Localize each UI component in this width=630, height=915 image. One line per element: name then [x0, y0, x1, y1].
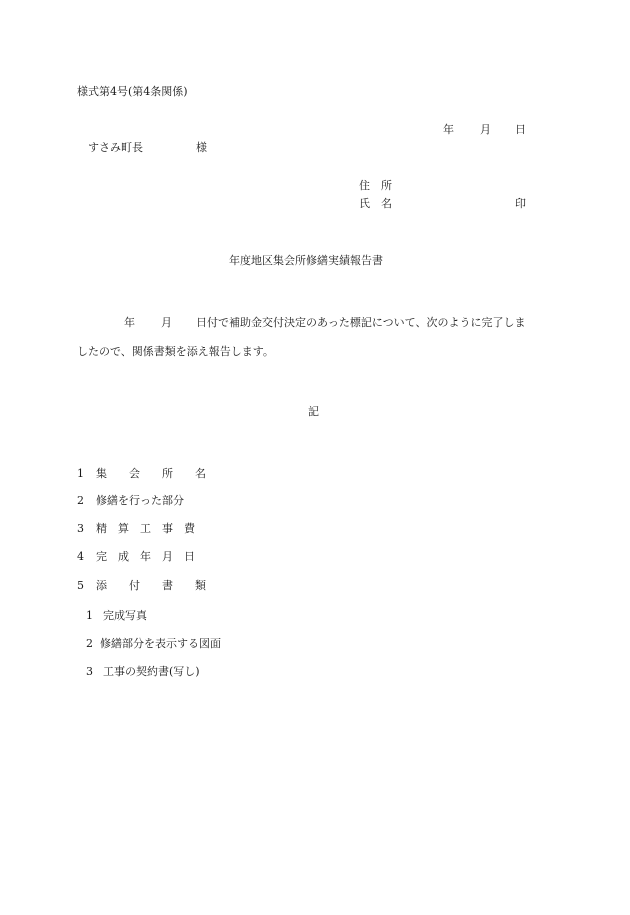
body-year-label: 年 — [124, 316, 135, 329]
addressee-honorific: 様 — [196, 141, 207, 154]
date-year-label: 年 — [443, 123, 454, 136]
applicant-address-label: 住 所 — [359, 179, 392, 192]
ki-heading: 記 — [308, 405, 319, 418]
date-day-label: 日 — [515, 123, 526, 136]
list-item-label: 集 会 所 名 — [96, 467, 206, 480]
list-item-label: 修繕を行った部分 — [96, 494, 184, 507]
date-month-label: 月 — [480, 123, 491, 136]
list-item-number: 4 — [77, 550, 84, 563]
form-number: 様式第4号(第4条関係) — [77, 85, 188, 98]
list-item-number: 2 — [77, 494, 84, 507]
list-item-number: 3 — [77, 522, 84, 535]
list-item-label: 精 算 工 事 費 — [96, 522, 195, 535]
applicant-name-label: 氏 名 — [359, 197, 392, 210]
body-month-label: 月 — [161, 316, 172, 329]
attachment-label: 修繕部分を表示する図面 — [100, 637, 221, 650]
attachment-label: 完成写真 — [103, 609, 147, 622]
seal-mark: 印 — [515, 197, 526, 210]
list-item-label: 添 付 書 類 — [96, 579, 206, 592]
attachment-number: 2 — [86, 637, 93, 650]
attachment-number: 3 — [86, 665, 93, 678]
document-title: 年度地区集会所修繕実績報告書 — [229, 254, 383, 267]
list-item-number: 5 — [77, 579, 84, 592]
attachment-number: 1 — [86, 609, 93, 622]
body-paragraph-line-1: 日付で補助金交付決定のあった標記について、次のように完了しま — [196, 316, 526, 329]
addressee-name: すさみ町長 — [88, 141, 143, 154]
body-paragraph-line-2: したので、関係書類を添え報告します。 — [77, 345, 274, 358]
attachment-label: 工事の契約書(写し) — [103, 665, 200, 678]
list-item-label: 完 成 年 月 日 — [96, 550, 195, 563]
list-item-number: 1 — [77, 467, 84, 480]
